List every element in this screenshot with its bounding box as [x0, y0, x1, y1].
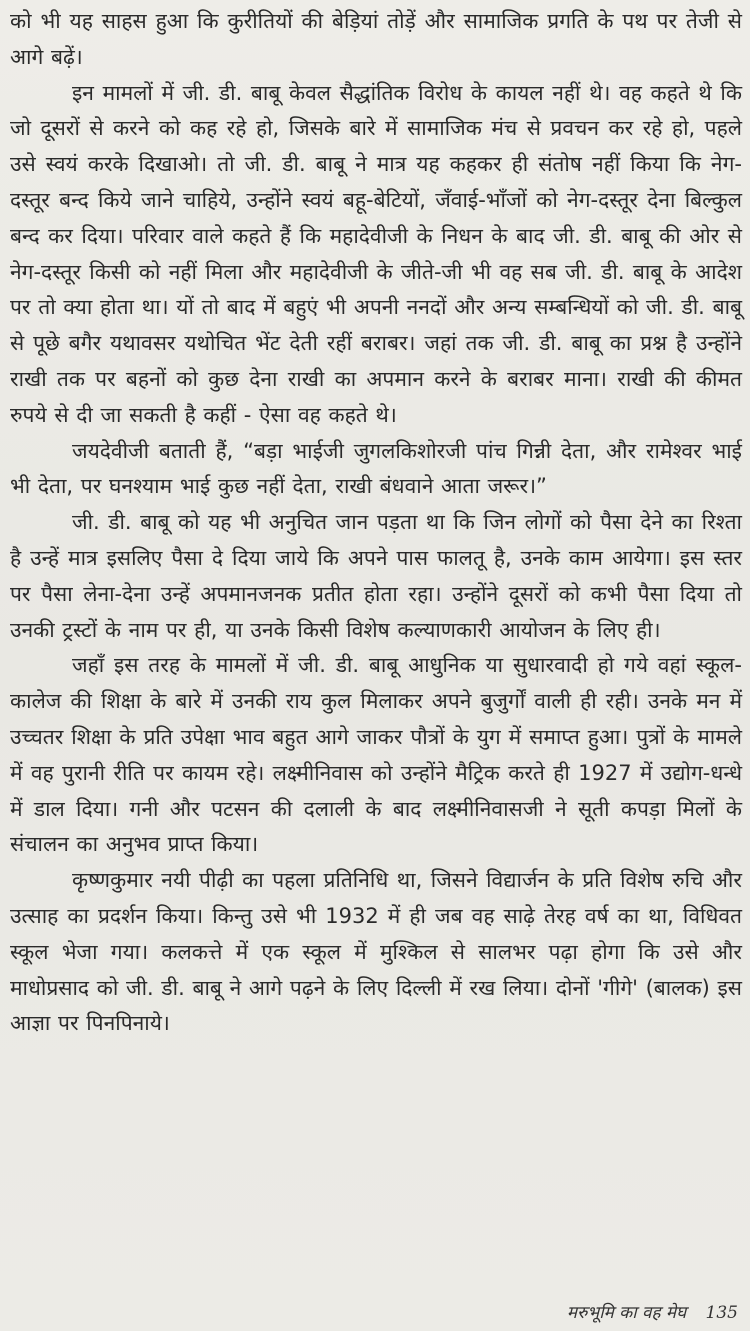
paragraph-education-views: जहाँ इस तरह के मामलों में जी. डी. बाबू आधुनिक या सुधारवादी हो गये वहां स्कूल-कालेज की शिक्षा के बारे में उनकी राय कुल मिलाकर अपने बुजुर्गों वाली ही रही। उनके मन में उच्चतर शिक्षा के प्रति उपेक्षा भाव बहुत आगे जाकर पौत्रों के युग में समाप्त हुआ। पुत्रों के मामले में वह पुरानी रीति पर कायम रहे। लक्ष्मीनिवास को उन्होंने मैट्रिक करते ही 1927 में उद्योग-धन्धे में डाल दिया। गनी और पटसन की दलाली के बाद लक्ष्मीनिवासजी ने सूती कपड़ा मिलों के संचालन का अनुभव प्राप्त किया। [10, 653, 742, 857]
page-number: 135 [705, 1303, 738, 1323]
paragraph-krishnakumar: कृष्णकुमार नयी पीढ़ी का पहला प्रतिनिधि था, जिसने विद्यार्जन के प्रति विशेष रुचि और उत्साह का प्रदर्शन किया। किन्तु उसे भी 1932 में ही जब वह साढ़े तेरह वर्ष का था, विधिवत स्कूल भेजा गया। कलकत्ते में एक स्कूल में मुश्किल से सालभर पढ़ा होगा कि उसे और माधोप्रसाद को जी. डी. बाबू ने आगे पढ़ने के लिए दिल्ली में रख लिया। दोनों 'गीगे' (बालक) इस आज्ञा पर पिनपिनाये। [10, 868, 742, 1036]
paragraph-continuation: को भी यह साहस हुआ कि कुरीतियों की बेड़ियां तोड़ें और सामाजिक प्रगति के पथ पर तेजी से आगे बढ़ें। [10, 9, 742, 69]
paragraph-money-views: जी. डी. बाबू को यह भी अनुचित जान पड़ता था कि जिन लोगों को पैसा देने का रिश्ता है उन्हें मात्र इसलिए पैसा दे दिया जाये कि अपने पास फालतू है, उनके काम आयेगा। इस स्तर पर पैसा लेना-देना उन्हें अपमानजनक प्रतीत होता रहा। उन्होंने दूसरों को कभी पैसा दिया तो उनकी ट्रस्टों के नाम पर ही, या उनके किसी विशेष कल्याणकारी आयोजन के लिए ही। [10, 510, 742, 642]
running-title: मरुभूमि का वह मेघ [566, 1303, 687, 1323]
paragraph-gd-babu-practice: इन मामलों में जी. डी. बाबू केवल सैद्धांतिक विरोध के कायल नहीं थे। वह कहते थे कि जो दूसरों से करने को कह रहे हो, जिसके बारे में सामाजिक मंच से प्रवचन कर रहे हो, पहले उसे स्वयं करके दिखाओ। तो जी. डी. बाबू ने मात्र यह कहकर ही संतोष नहीं किया कि नेग-दस्तूर बन्द किये जाने चाहिये, उन्होंने स्वयं बहू-बेटियों, जँवाई-भाँजों को नेग-दस्तूर देना बिल्कुल बन्द कर दिया। परिवार वाले कहते हैं कि महादेवीजी के निधन के बाद जी. डी. बाबू की ओर से नेग-दस्तूर किसी को नहीं मिला और महादेवीजी के जीते-जी भी वह सब जी. डी. बाबू के आदेश पर तो क्या होता था। यों तो बाद में बहुएं भी अपनी ननदों और अन्य सम्बन्धियों को जी. डी. बाबू से पूछे बगैर यथावसर यथोचित भेंट देती रहीं बराबर। जहां तक जी. डी. बाबू का प्रश्न है उन्होंने राखी तक पर बहनों को कुछ देना राखी का अपमान करने के बराबर माना। राखी की कीमत रुपये से दी जा सकती है कहीं - ऐसा वह कहते थे। [10, 80, 742, 427]
page-body-text [10, 4, 742, 1042]
paragraph-jaidevi-quote: जयदेवीजी बताती हैं, “बड़ा भाईजी जुगलकिशोरजी पांच गिन्नी देता, और रामेश्वर भाई भी देता, पर घनश्याम भाई कुछ नहीं देता, राखी बंधवाने आता जरूर।” [10, 438, 742, 499]
page-footer [567, 1300, 738, 1323]
